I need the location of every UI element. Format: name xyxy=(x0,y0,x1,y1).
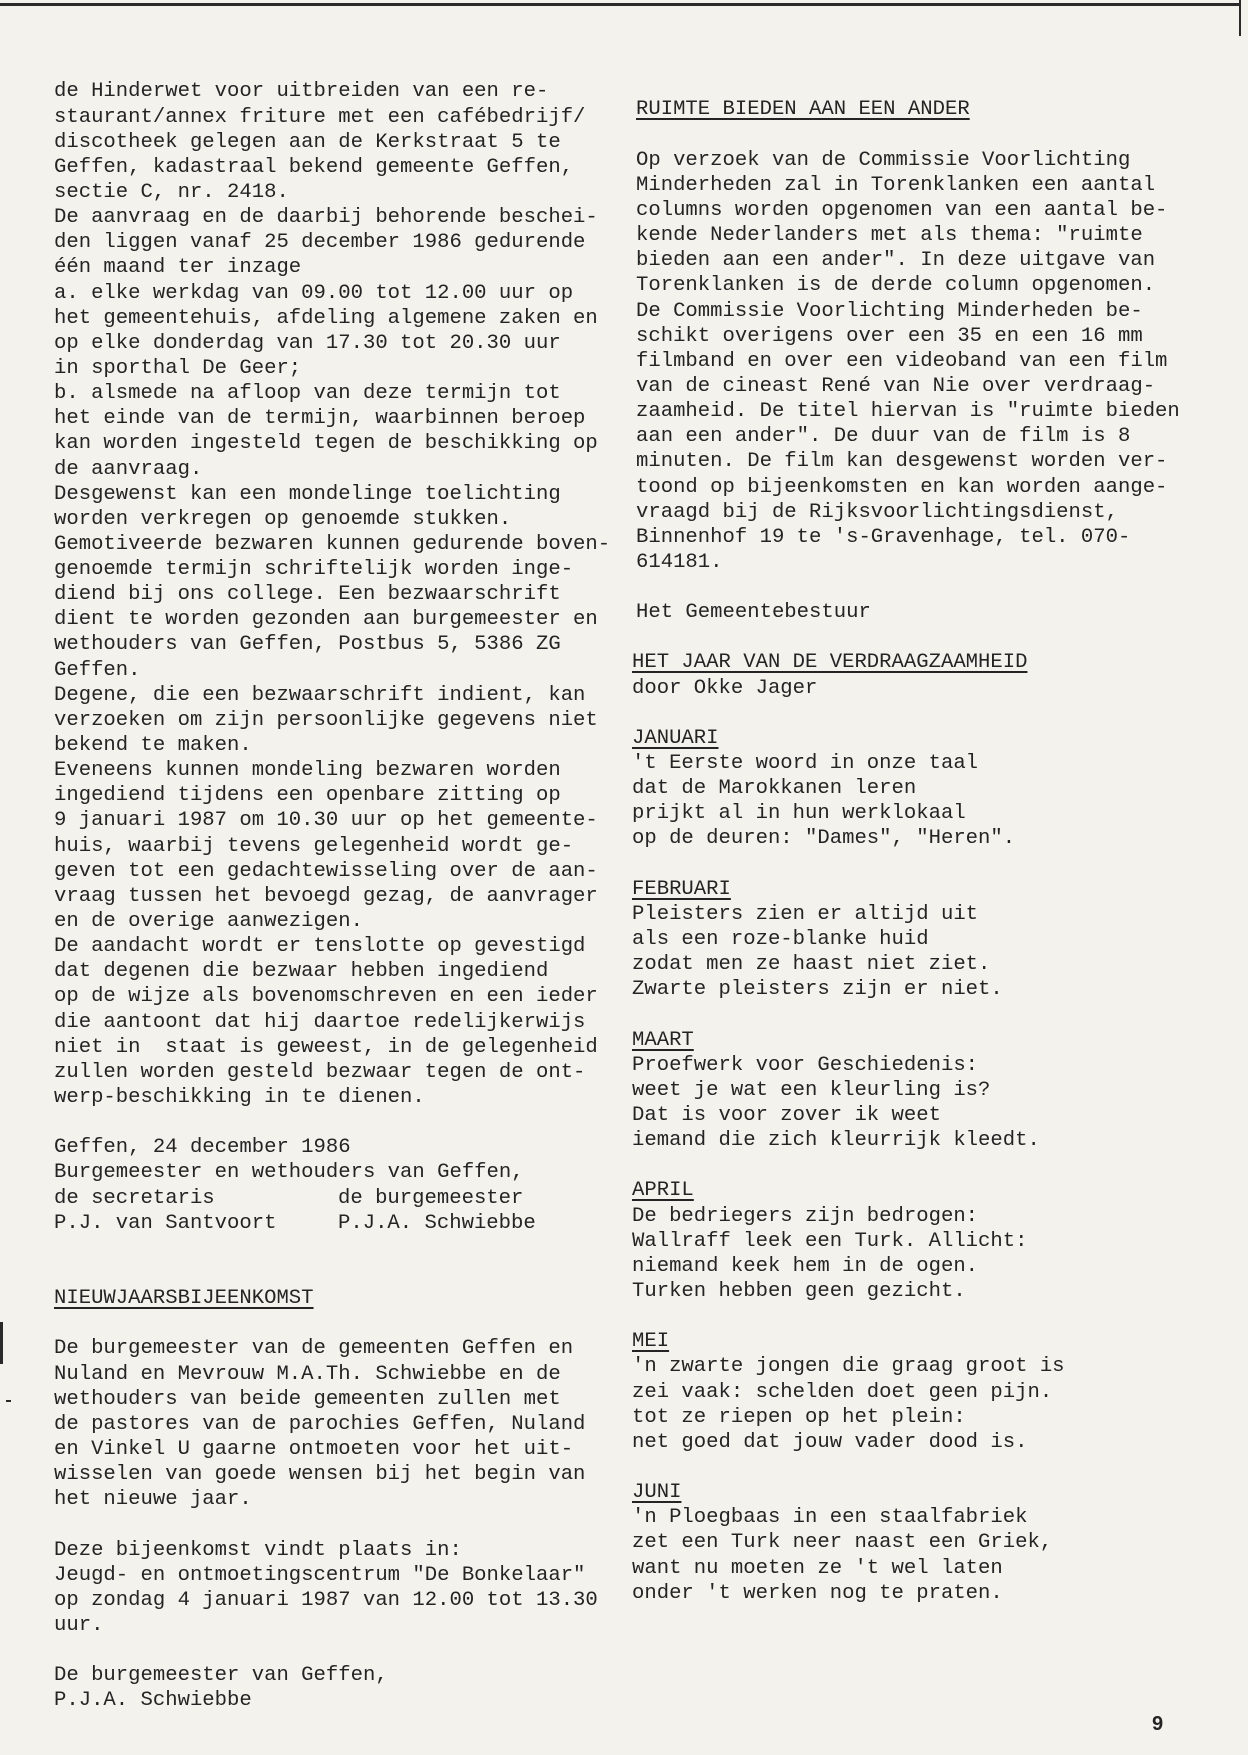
verse-line: Pleisters zien er altijd uit xyxy=(632,902,979,926)
month-heading: MAART xyxy=(632,1028,694,1052)
paragraph-line: Nuland en Mevrouw M.A.Th. Schwiebbe en de xyxy=(54,1362,561,1386)
notice-line: het einde van de termijn, waarbinnen beroep xyxy=(54,407,586,431)
paragraph-line: zaamheid. De titel hiervan is "ruimte bieden xyxy=(636,400,1180,424)
notice-line: Eveneens kunnen mondeling bezwaren worden xyxy=(54,759,561,783)
month-heading: JANUARI xyxy=(632,726,719,750)
notice-line: bekend te maken. xyxy=(54,734,252,758)
paragraph-line: De burgemeester van de gemeenten Geffen en xyxy=(54,1337,574,1361)
verse-line: onder 't werken nog te praten. xyxy=(632,1581,1003,1605)
blank-line xyxy=(54,1512,624,1537)
notice-line: één maand ter inzage xyxy=(54,256,302,280)
poem-article xyxy=(632,650,1222,1605)
blank-line xyxy=(54,1261,624,1286)
notice-line: geven tot een gedachtewisseling over de aan- xyxy=(54,859,598,883)
blank-line xyxy=(632,852,1222,877)
signature-authority: Burgemeester en wethouders van Geffen, xyxy=(54,1161,524,1185)
verse-line: 'n Ploegbaas in een staalfabriek xyxy=(632,1506,1028,1530)
verse-line: Turken hebben geen gezicht. xyxy=(632,1280,966,1303)
paragraph-line: minuten. De film kan desgewenst worden ver- xyxy=(636,450,1168,474)
closing-signature xyxy=(54,1663,624,1713)
notice-line: den liggen vanaf 25 december 1986 gedurende xyxy=(54,231,586,255)
stanza xyxy=(632,902,1222,1003)
paragraph-line: Minderheden zal in Torenklanken een aantal xyxy=(636,173,1156,197)
verse-line: want nu moeten ze 't wel laten xyxy=(632,1556,1003,1580)
blank-line xyxy=(632,1153,1222,1178)
notice-line: sectie C, nr. 2418. xyxy=(54,180,289,204)
blank-line xyxy=(54,1110,624,1135)
invitation-paragraph xyxy=(54,1336,624,1512)
notice-line: discotheek gelegen aan de Kerkstraat 5 te xyxy=(54,130,561,154)
month-heading: MEI xyxy=(632,1330,670,1354)
section-heading: RUIMTE BIEDEN AAN EEN ANDER xyxy=(636,98,970,122)
nieuwjaarsbijeenkomst-article xyxy=(54,1286,624,1713)
paragraph-line: en Vinkel U gaarne ontmoeten voor het uit- xyxy=(54,1437,574,1461)
notice-line: zullen worden gesteld bezwaar tegen de ont- xyxy=(54,1060,586,1084)
notice-line: staurant/annex friture met een cafébedrijf/ xyxy=(54,105,586,129)
verse-line: als een roze-blanke huid xyxy=(632,928,929,952)
blank-line xyxy=(632,1002,1222,1027)
paragraph-line: van de cineast René van Nie over verdraag- xyxy=(636,374,1156,398)
verse-line: niemand keek hem in de ogen. xyxy=(632,1254,979,1278)
paragraph-line: toond op bijeenkomsten en kan worden aange- xyxy=(636,475,1168,499)
verse-line: De bedriegers zijn bedrogen: xyxy=(632,1204,979,1228)
poem-title: HET JAAR VAN DE VERDRAAGZAAMHEID xyxy=(632,651,1028,675)
notice-line: werp-beschikking in te dienen. xyxy=(54,1086,425,1110)
blank-line xyxy=(632,1304,1222,1329)
notice-signature xyxy=(54,1135,624,1236)
stanza xyxy=(632,751,1222,852)
paragraph-line: Deze bijeenkomst vindt plaats in: xyxy=(54,1538,462,1562)
signature-place-date: Geffen, 24 december 1986 xyxy=(54,1136,351,1160)
notice-line: Degene, die een bezwaarschrift indient, kan xyxy=(54,683,586,707)
month-heading: APRIL xyxy=(632,1179,694,1203)
paragraph-line: wethouders van beide gemeenten zullen met xyxy=(54,1387,561,1411)
paragraph-line: Jeugd- en ontmoetingscentrum "De Bonkelaar" xyxy=(54,1563,586,1587)
paragraph-line: uur. xyxy=(54,1613,104,1637)
notice-line: in sporthal De Geer; xyxy=(54,356,302,380)
blank-line xyxy=(54,1236,624,1261)
notice-line: dat degenen die bezwaar hebben ingediend xyxy=(54,960,549,984)
mayor-name: P.J.A. Schwiebbe xyxy=(338,1211,536,1235)
paragraph-line: bieden aan een ander". In deze uitgave van xyxy=(636,249,1156,273)
notice-line: ingediend tijdens een openbare zitting op xyxy=(54,784,561,808)
mayor-role: de burgemeester xyxy=(338,1186,524,1210)
signature-names xyxy=(54,1211,624,1236)
blank-line xyxy=(632,1455,1222,1480)
article-signoff: Het Gemeentebestuur xyxy=(636,601,871,625)
blank-line xyxy=(54,1638,624,1663)
notice-line: die aantoont dat hij daartoe redelijkerwijs xyxy=(54,1010,586,1034)
month-heading: FEBRUARI xyxy=(632,877,731,901)
notice-line: Geffen, kadastraal bekend gemeente Geffen, xyxy=(54,155,574,179)
notice-line: vraag tussen het bevoegd gezag, de aanvrager xyxy=(54,884,598,908)
signature-roles xyxy=(54,1186,624,1211)
notice-line: op de wijze als bovenomschreven en een ieder xyxy=(54,985,598,1009)
verse-line: zodat men ze haast niet ziet. xyxy=(632,953,991,977)
paragraph-line: wisselen van goede wensen bij het begin van xyxy=(54,1463,586,1487)
month-juni xyxy=(632,1480,1222,1606)
notice-line: huis, waarbij tevens gelegenheid wordt ge- xyxy=(54,834,574,858)
verse-line: dat de Marokkanen leren xyxy=(632,777,917,801)
notice-line: genoemde termijn schriftelijk worden inge- xyxy=(54,558,574,582)
month-maart xyxy=(632,1028,1222,1154)
stanza xyxy=(632,1354,1222,1455)
verse-line: tot ze riepen op het plein: xyxy=(632,1405,966,1429)
secretary-name: P.J. van Santvoort xyxy=(54,1211,277,1235)
verse-line: net goed dat jouw vader dood is. xyxy=(632,1430,1028,1454)
notice-line: kan worden ingesteld tegen de beschikking op xyxy=(54,432,598,456)
paragraph-line: het nieuwe jaar. xyxy=(54,1488,252,1512)
month-april xyxy=(632,1178,1222,1304)
verse-line: zei vaak: schelden doet geen pijn. xyxy=(632,1380,1053,1404)
notice-line: 9 januari 1987 om 10.30 uur op het gemeente- xyxy=(54,809,598,833)
verse-line: 't Eerste woord in onze taal xyxy=(632,752,979,776)
notice-line: De aanvraag en de daarbij behorende beschei- xyxy=(54,206,598,230)
scan-left-edge-mark xyxy=(0,1322,3,1364)
page-number: 9 xyxy=(1152,1713,1164,1735)
notice-line: het gemeentehuis, afdeling algemene zaken en xyxy=(54,306,598,330)
month-januari xyxy=(632,726,1222,852)
paragraph-line: aan een ander". De duur van de film is 8 xyxy=(636,425,1131,449)
month-heading: JUNI xyxy=(632,1481,682,1505)
paragraph-line: op zondag 4 januari 1987 van 12.00 tot 13.30 xyxy=(54,1588,598,1612)
verse-line: op de deuren: "Dames", "Heren". xyxy=(632,827,1016,851)
notice-line: worden verkregen op genoemde stukken. xyxy=(54,507,512,531)
paragraph-line: De Commissie Voorlichting Minderheden be- xyxy=(636,299,1143,323)
verse-line: weet je wat een kleurling is? xyxy=(632,1078,991,1102)
verse-line: Proefwerk voor Geschiedenis: xyxy=(632,1053,979,1077)
ruimte-bieden-article xyxy=(632,97,1222,625)
notice-line: niet in staat is geweest, in de gelegenheid xyxy=(54,1035,598,1059)
secretary-role: de secretaris xyxy=(54,1186,215,1210)
right-column xyxy=(632,97,1222,1605)
section-heading: NIEUWJAARSBIJEENKOMST xyxy=(54,1287,314,1311)
notice-line: verzoeken om zijn persoonlijke gegevens niet xyxy=(54,708,598,732)
notice-line: b. alsmede na afloop van deze termijn tot xyxy=(54,382,561,406)
poem-byline: door Okke Jager xyxy=(632,676,818,700)
notice-line: De aandacht wordt er tenslotte op gevestigd xyxy=(54,935,586,959)
left-column xyxy=(54,79,624,1713)
verse-line: zet een Turk neer naast een Griek, xyxy=(632,1531,1053,1555)
notice-line: Desgewenst kan een mondelinge toelichting xyxy=(54,482,561,506)
notice-text xyxy=(54,79,624,1110)
paragraph-line: 614181. xyxy=(636,550,723,574)
verse-line: Wallraff leek een Turk. Allicht: xyxy=(632,1229,1028,1253)
verse-line: Dat is voor zover ik weet xyxy=(632,1104,941,1128)
paragraph-line: de pastores van de parochies Geffen, Nuland xyxy=(54,1412,586,1436)
month-februari xyxy=(632,877,1222,1003)
paragraph-line: schikt overigens over een 35 en een 16 mm xyxy=(636,324,1143,348)
notice-line: op elke donderdag van 17.30 tot 20.30 uur xyxy=(54,331,561,355)
article-body xyxy=(636,148,1222,575)
blank-line xyxy=(54,1311,624,1336)
blank-line xyxy=(632,625,1222,650)
paragraph-line: vraagd bij de Rijksvoorlichtingsdienst, xyxy=(636,500,1118,524)
stanza xyxy=(632,1204,1222,1305)
notice-line: en de overige aanwezigen. xyxy=(54,910,363,934)
notice-line: Geffen. xyxy=(54,658,141,682)
notice-line: wethouders van Geffen, Postbus 5, 5386 ZG xyxy=(54,633,561,657)
blank-line xyxy=(636,575,1222,600)
month-mei xyxy=(632,1329,1222,1455)
verse-line: iemand die zich kleurrijk kleedt. xyxy=(632,1129,1040,1153)
blank-line xyxy=(632,701,1222,726)
notice-line: Gemotiveerde bezwaren kunnen gedurende boven- xyxy=(54,532,611,556)
verse-line: prijkt al in hun werklokaal xyxy=(632,802,966,826)
scan-right-edge-mark xyxy=(1239,0,1241,36)
notice-line: dient te worden gezonden aan burgemeester en xyxy=(54,608,598,632)
notice-line: de Hinderwet voor uitbreiden van een re- xyxy=(54,80,549,104)
signature-line: P.J.A. Schwiebbe xyxy=(54,1689,252,1713)
paragraph-line: Op verzoek van de Commissie Voorlichting xyxy=(636,148,1131,172)
paragraph-line: kende Nederlanders met als thema: "ruimte xyxy=(636,224,1143,248)
blank-line xyxy=(636,123,1222,148)
paragraph-line: filmband en over een videoband van een film xyxy=(636,349,1168,373)
scan-left-dash xyxy=(6,1400,11,1402)
verse-line: Zwarte pleisters zijn er niet. xyxy=(632,978,1003,1002)
notice-line: de aanvraag. xyxy=(54,457,203,481)
signature-line: De burgemeester van Geffen, xyxy=(54,1664,388,1688)
scan-top-rule xyxy=(0,3,1241,6)
stanza xyxy=(632,1505,1222,1606)
hinderwet-notice xyxy=(54,79,624,1110)
paragraph-line: columns worden opgenomen van een aantal be- xyxy=(636,198,1168,222)
stanza xyxy=(632,1053,1222,1154)
notice-line: a. elke werkdag van 09.00 tot 12.00 uur op xyxy=(54,281,574,305)
paragraph-line: Torenklanken is de derde column opgenomen. xyxy=(636,274,1156,298)
paragraph-line: Binnenhof 19 te 's-Gravenhage, tel. 070- xyxy=(636,525,1131,549)
venue-paragraph xyxy=(54,1538,624,1639)
notice-line: diend bij ons college. Een bezwaarschrift xyxy=(54,583,561,607)
verse-line: 'n zwarte jongen die graag groot is xyxy=(632,1355,1065,1379)
